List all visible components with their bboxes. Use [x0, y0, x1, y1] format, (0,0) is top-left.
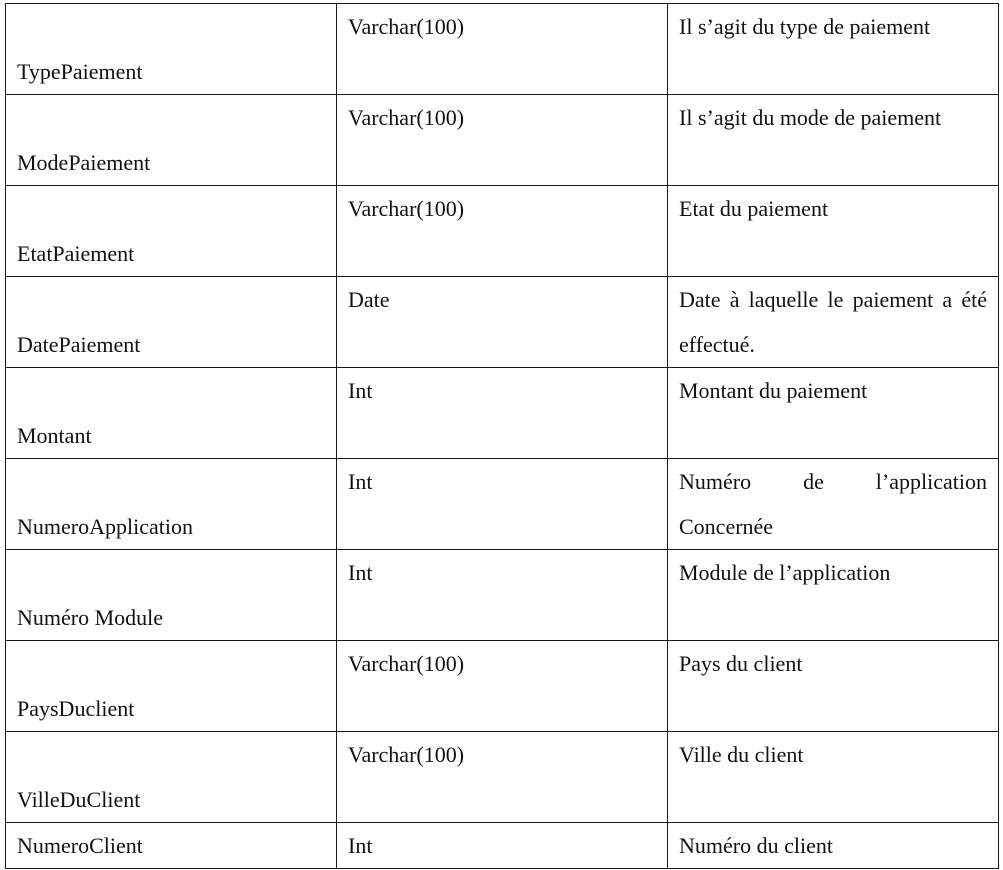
field-type-cell [337, 95, 668, 186]
field-description-cell [668, 95, 999, 186]
field-name: EtatPaiement [17, 241, 135, 266]
table-row [6, 550, 999, 641]
field-description: Numéro du client [679, 833, 833, 858]
field-description: Module de l’application [679, 560, 891, 585]
field-name: NumeroApplication [17, 514, 193, 539]
field-type-cell [337, 641, 668, 732]
field-description: Montant du paiement [679, 378, 868, 403]
field-name-cell [6, 641, 337, 732]
field-type-cell [337, 550, 668, 641]
field-type: Varchar(100) [348, 105, 465, 130]
table-row [6, 368, 999, 459]
table-row [6, 732, 999, 823]
field-name: PaysDuclient [17, 696, 135, 721]
table-row [6, 459, 999, 550]
table-row [6, 823, 999, 869]
field-description: Etat du paiement [679, 196, 829, 221]
field-type-cell [337, 4, 668, 95]
field-description: Ville du client [679, 742, 804, 767]
field-description-cell [668, 4, 999, 95]
field-type: Int [348, 469, 373, 494]
field-type-cell [337, 823, 668, 869]
field-description-cell [668, 459, 999, 550]
field-description-cell [668, 732, 999, 823]
field-description: Il s’agit du mode de paiement [679, 105, 942, 130]
table-row [6, 277, 999, 368]
table-row [6, 641, 999, 732]
field-name: TypePaiement [17, 59, 143, 84]
table-row [6, 186, 999, 277]
field-type: Varchar(100) [348, 14, 465, 39]
field-description: Pays du client [679, 651, 803, 676]
field-description-cell [668, 186, 999, 277]
field-type: Int [348, 560, 373, 585]
field-description: Numéro de l’application Concernée [679, 469, 987, 539]
table-row [6, 4, 999, 95]
field-name-cell [6, 732, 337, 823]
field-type-cell [337, 277, 668, 368]
field-name: Montant [17, 423, 92, 448]
field-type-cell [337, 368, 668, 459]
field-description-cell [668, 823, 999, 869]
field-type-cell [337, 732, 668, 823]
field-name-cell [6, 550, 337, 641]
field-name-cell [6, 459, 337, 550]
field-name: VilleDuClient [17, 787, 141, 812]
field-description: Il s’agit du type de paiement [679, 14, 931, 39]
field-type: Int [348, 833, 373, 858]
field-description-cell [668, 550, 999, 641]
field-description-cell [668, 641, 999, 732]
field-type-cell [337, 186, 668, 277]
field-name-cell [6, 4, 337, 95]
field-type: Date [348, 287, 390, 312]
field-name: ModePaiement [17, 150, 151, 175]
data-dictionary-table [5, 3, 999, 869]
field-description-cell [668, 277, 999, 368]
field-description: Date à laquelle le paiement a été effectué. [679, 287, 987, 357]
field-type: Int [348, 378, 373, 403]
field-description-cell [668, 368, 999, 459]
field-name: Numéro Module [17, 605, 164, 630]
field-type: Varchar(100) [348, 742, 465, 767]
field-name: DatePaiement [17, 332, 141, 357]
field-type: Varchar(100) [348, 651, 465, 676]
field-name-cell [6, 368, 337, 459]
table-row [6, 95, 999, 186]
field-name-cell [6, 95, 337, 186]
field-name-cell [6, 186, 337, 277]
field-name: NumeroClient [17, 833, 143, 858]
field-name-cell [6, 277, 337, 368]
field-type-cell [337, 459, 668, 550]
field-type: Varchar(100) [348, 196, 465, 221]
field-name-cell [6, 823, 337, 869]
